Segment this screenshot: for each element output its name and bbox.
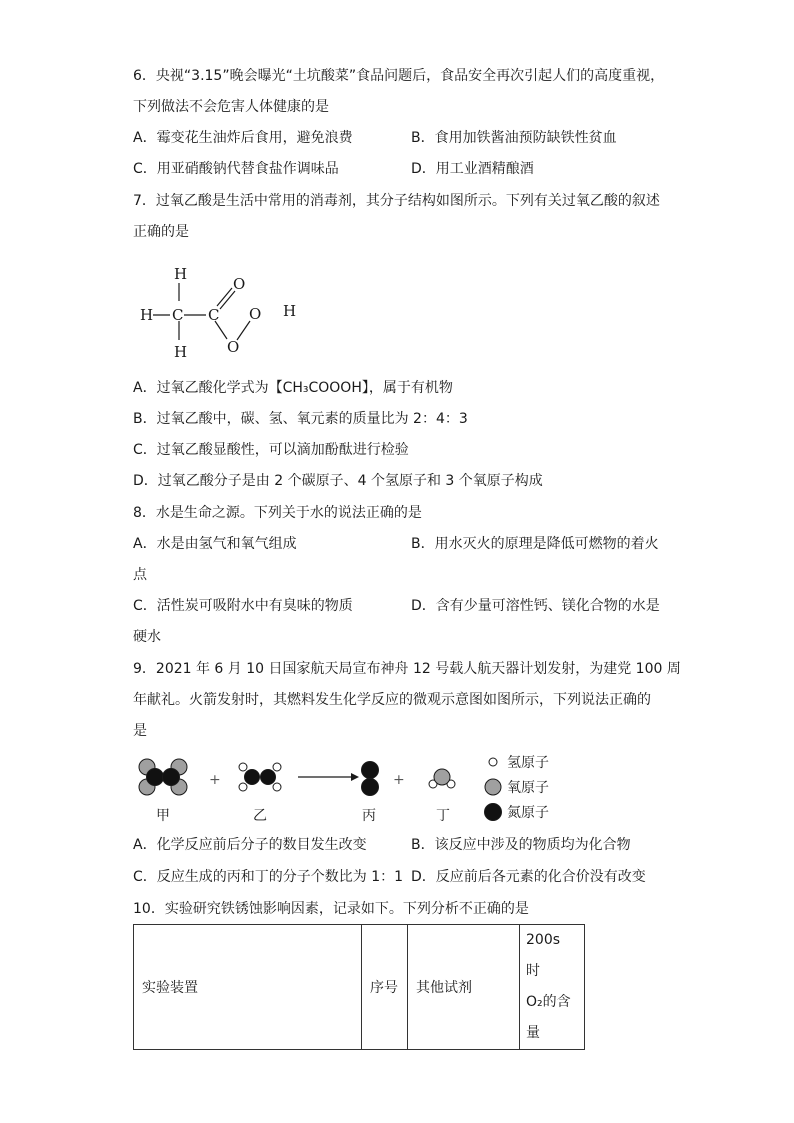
header-number: 序号 — [362, 925, 408, 1050]
legend-hydrogen-icon — [489, 758, 497, 766]
header-o2-line3: 量 — [526, 1025, 540, 1041]
header-o2-content — [520, 925, 585, 1050]
q7-stem-line1: 7．过氧乙酸是生活中常用的消毒剂，其分子结构如图所示。下列有关过氧乙酸的叙述 — [133, 193, 660, 209]
experiment-table — [133, 924, 585, 1050]
header-o2-line2: O₂的含 — [526, 994, 571, 1010]
label-jia: 甲 — [156, 808, 170, 824]
q9-option-a: A．化学反应前后分子的数目发生改变 — [133, 837, 367, 853]
molecule-jia — [139, 759, 187, 795]
label-bing: 丙 — [362, 808, 376, 824]
atom-legend — [485, 755, 550, 821]
q6-option-b: B．食用加铁酱油预防缺铁性贫血 — [411, 130, 617, 146]
atom-o-bottom: O — [227, 338, 240, 356]
atom-o-mid: O — [249, 305, 262, 323]
q10-stem: 10．实验研究铁锈蚀影响因素，记录如下。下列分析不正确的是 — [133, 901, 529, 917]
q7-stem-line2: 正确的是 — [133, 224, 189, 240]
header-o2-line1: 200s 时 — [526, 932, 561, 979]
table-header-row — [134, 925, 585, 1050]
header-apparatus: 实验装置 — [134, 925, 362, 1050]
q7-option-c: C．过氧乙酸显酸性，可以滴加酚酞进行检验 — [133, 442, 409, 458]
bond-c2-o-bottom — [215, 321, 227, 339]
q8-option-b-wrap: 点 — [133, 567, 147, 583]
legend-nitrogen-icon — [485, 804, 502, 821]
molecule-bing — [362, 762, 379, 796]
q7-option-d: D．过氧乙酸分子是由 2 个碳原子、4 个氢原子和 3 个氧原子构成 — [133, 473, 543, 489]
legend-nitrogen-label: 氮原子 — [507, 805, 549, 821]
plus-sign-1: + — [209, 772, 221, 788]
molecule-yi — [239, 763, 281, 791]
peracetic-acid-structure — [133, 258, 313, 368]
q8-option-d: D．含有少量可溶性钙、镁化合物的水是 — [411, 598, 660, 614]
header-reagents: 其他试剂 — [408, 925, 520, 1050]
q6-stem-line1: 6．央视“3.15”晚会曝光“土坑酸菜”食品问题后，食品安全再次引起人们的高度重视， — [133, 68, 665, 84]
q8-option-b: B．用水灭火的原理是降低可燃物的着火 — [411, 536, 659, 552]
q8-option-a: A．水是由氢气和氧气组成 — [133, 536, 297, 552]
q7-option-a: A．过氧乙酸化学式为【CH₃COOOH】，属于有机物 — [133, 380, 453, 396]
q9-stem-line2: 年献礼。火箭发射时，其燃料发生化学反应的微观示意图如图所示，下列说法正确的 — [133, 692, 651, 708]
q6-option-d: D．用工业酒精酿酒 — [411, 161, 534, 177]
label-yi: 乙 — [253, 808, 267, 824]
bond-o-o — [237, 321, 250, 340]
q9-option-d: D．反应前后各元素的化合价没有改变 — [411, 869, 646, 885]
q9-stem-line1: 9．2021 年 6 月 10 日国家航天局宣布神舟 12 号载人航天器计划发射，为建党 100 周 — [133, 661, 681, 677]
q8-option-c: C．活性炭可吸附水中有臭味的物质 — [133, 598, 353, 614]
reaction-arrow — [298, 773, 359, 781]
q9-stem-line3: 是 — [133, 723, 147, 739]
legend-oxygen-label: 氧原子 — [507, 780, 549, 796]
legend-oxygen-icon — [485, 779, 501, 795]
reaction-micro-diagram — [133, 750, 573, 828]
atom-o-double: O — [233, 275, 246, 293]
atom-c2: C — [208, 306, 220, 324]
molecule-ding — [429, 769, 455, 788]
q6-option-c: C．用亚硝酸钠代替食盐作调味品 — [133, 161, 339, 177]
plus-sign-2: + — [393, 772, 405, 788]
q8-option-d-wrap: 硬水 — [133, 629, 161, 645]
q7-option-b: B．过氧乙酸中，碳、氢、氧元素的质量比为 2：4：3 — [133, 411, 468, 427]
q6-option-a: A．霉变花生油炸后食用，避免浪费 — [133, 130, 353, 146]
atom-h-right: H — [283, 302, 297, 320]
q9-option-b: B．该反应中涉及的物质均为化合物 — [411, 837, 631, 853]
atom-h-top: H — [174, 265, 188, 283]
legend-hydrogen-label: 氢原子 — [507, 755, 549, 771]
q9-option-c: C．反应生成的丙和丁的分子个数比为 1：1 — [133, 869, 404, 885]
label-ding: 丁 — [436, 808, 450, 824]
q8-stem: 8．水是生命之源。下列关于水的说法正确的是 — [133, 505, 422, 521]
atom-c1: C — [172, 306, 184, 324]
q6-stem-line2: 下列做法不会危害人体健康的是 — [133, 99, 329, 115]
atom-h-bottom: H — [174, 343, 188, 361]
atom-h-left: H — [140, 306, 154, 324]
